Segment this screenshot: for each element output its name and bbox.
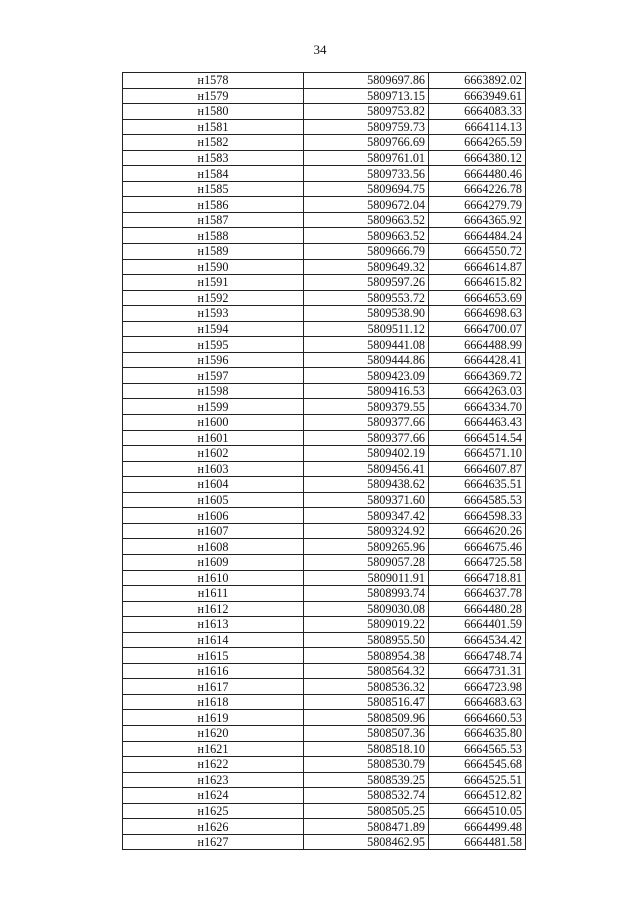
x-coordinate-cell: 5808530.79 (304, 757, 429, 773)
table-row (123, 212, 526, 228)
x-coordinate-cell: 5808954.38 (304, 648, 429, 664)
y-coordinate-cell: 6664083.33 (429, 104, 526, 120)
point-id-cell: н1619 (123, 710, 304, 726)
table-row (123, 539, 526, 555)
x-coordinate-cell: 5808471.89 (304, 819, 429, 835)
table-row (123, 725, 526, 741)
x-coordinate-cell: 5808462.95 (304, 834, 429, 850)
y-coordinate-cell: 6664545.68 (429, 757, 526, 773)
point-id-cell: н1600 (123, 415, 304, 431)
x-coordinate-cell: 5808536.32 (304, 679, 429, 695)
x-coordinate-cell: 5808507.36 (304, 725, 429, 741)
y-coordinate-cell: 6664700.07 (429, 321, 526, 337)
y-coordinate-cell: 6664525.51 (429, 772, 526, 788)
table-row (123, 337, 526, 353)
point-id-cell: н1615 (123, 648, 304, 664)
coordinates-table-body (123, 73, 526, 850)
point-id-cell: н1590 (123, 259, 304, 275)
y-coordinate-cell: 6664510.05 (429, 803, 526, 819)
y-coordinate-cell: 6663892.02 (429, 73, 526, 89)
x-coordinate-cell: 5809553.72 (304, 290, 429, 306)
y-coordinate-cell: 6664660.53 (429, 710, 526, 726)
point-id-cell: н1580 (123, 104, 304, 120)
point-id-cell: н1581 (123, 119, 304, 135)
x-coordinate-cell: 5809753.82 (304, 104, 429, 120)
x-coordinate-cell: 5809663.52 (304, 212, 429, 228)
x-coordinate-cell: 5809441.08 (304, 337, 429, 353)
y-coordinate-cell: 6664514.54 (429, 430, 526, 446)
x-coordinate-cell: 5809649.32 (304, 259, 429, 275)
table-row (123, 523, 526, 539)
x-coordinate-cell: 5809377.66 (304, 415, 429, 431)
point-id-cell: н1589 (123, 244, 304, 260)
y-coordinate-cell: 6664607.87 (429, 461, 526, 477)
x-coordinate-cell: 5809713.15 (304, 88, 429, 104)
point-id-cell: н1622 (123, 757, 304, 773)
table-row (123, 88, 526, 104)
point-id-cell: н1601 (123, 430, 304, 446)
table-row (123, 446, 526, 462)
y-coordinate-cell: 6664499.48 (429, 819, 526, 835)
x-coordinate-cell: 5809371.60 (304, 492, 429, 508)
point-id-cell: н1611 (123, 586, 304, 602)
y-coordinate-cell: 6664263.03 (429, 383, 526, 399)
point-id-cell: н1620 (123, 725, 304, 741)
point-id-cell: н1596 (123, 352, 304, 368)
x-coordinate-cell: 5809672.04 (304, 197, 429, 213)
y-coordinate-cell: 6664731.31 (429, 663, 526, 679)
point-id-cell: н1605 (123, 492, 304, 508)
y-coordinate-cell: 6664380.12 (429, 150, 526, 166)
x-coordinate-cell: 5809347.42 (304, 508, 429, 524)
table-row (123, 321, 526, 337)
x-coordinate-cell: 5808505.25 (304, 803, 429, 819)
x-coordinate-cell: 5809379.55 (304, 399, 429, 415)
table-row (123, 586, 526, 602)
point-id-cell: н1597 (123, 368, 304, 384)
point-id-cell: н1604 (123, 477, 304, 493)
point-id-cell: н1610 (123, 570, 304, 586)
x-coordinate-cell: 5809377.66 (304, 430, 429, 446)
y-coordinate-cell: 6664428.41 (429, 352, 526, 368)
point-id-cell: н1626 (123, 819, 304, 835)
x-coordinate-cell: 5809597.26 (304, 275, 429, 291)
x-coordinate-cell: 5809538.90 (304, 306, 429, 322)
table-row (123, 244, 526, 260)
point-id-cell: н1595 (123, 337, 304, 353)
x-coordinate-cell: 5809011.91 (304, 570, 429, 586)
table-row (123, 259, 526, 275)
y-coordinate-cell: 6664534.42 (429, 632, 526, 648)
y-coordinate-cell: 6664723.98 (429, 679, 526, 695)
y-coordinate-cell: 6664615.82 (429, 275, 526, 291)
table-row (123, 803, 526, 819)
table-row (123, 772, 526, 788)
x-coordinate-cell: 5809324.92 (304, 523, 429, 539)
table-row (123, 352, 526, 368)
table-row (123, 135, 526, 151)
point-id-cell: н1591 (123, 275, 304, 291)
point-id-cell: н1616 (123, 663, 304, 679)
table-row (123, 788, 526, 804)
y-coordinate-cell: 6664481.58 (429, 834, 526, 850)
table-row (123, 166, 526, 182)
y-coordinate-cell: 6664620.26 (429, 523, 526, 539)
point-id-cell: н1584 (123, 166, 304, 182)
point-id-cell: н1585 (123, 181, 304, 197)
table-row (123, 104, 526, 120)
x-coordinate-cell: 5809511.12 (304, 321, 429, 337)
point-id-cell: н1587 (123, 212, 304, 228)
point-id-cell: н1592 (123, 290, 304, 306)
table-row (123, 663, 526, 679)
y-coordinate-cell: 6663949.61 (429, 88, 526, 104)
x-coordinate-cell: 5809444.86 (304, 352, 429, 368)
x-coordinate-cell: 5808509.96 (304, 710, 429, 726)
x-coordinate-cell: 5809766.69 (304, 135, 429, 151)
table-row (123, 275, 526, 291)
point-id-cell: н1593 (123, 306, 304, 322)
point-id-cell: н1625 (123, 803, 304, 819)
table-row (123, 399, 526, 415)
table-row (123, 228, 526, 244)
y-coordinate-cell: 6664635.51 (429, 477, 526, 493)
y-coordinate-cell: 6664683.63 (429, 694, 526, 710)
point-id-cell: н1579 (123, 88, 304, 104)
table-row (123, 710, 526, 726)
point-id-cell: н1608 (123, 539, 304, 555)
point-id-cell: н1613 (123, 617, 304, 633)
y-coordinate-cell: 6664226.78 (429, 181, 526, 197)
y-coordinate-cell: 6664725.58 (429, 554, 526, 570)
x-coordinate-cell: 5809694.75 (304, 181, 429, 197)
y-coordinate-cell: 6664571.10 (429, 446, 526, 462)
y-coordinate-cell: 6664265.59 (429, 135, 526, 151)
table-row (123, 415, 526, 431)
point-id-cell: н1606 (123, 508, 304, 524)
point-id-cell: н1586 (123, 197, 304, 213)
point-id-cell: н1609 (123, 554, 304, 570)
y-coordinate-cell: 6664334.70 (429, 399, 526, 415)
y-coordinate-cell: 6664598.33 (429, 508, 526, 524)
y-coordinate-cell: 6664279.79 (429, 197, 526, 213)
x-coordinate-cell: 5808993.74 (304, 586, 429, 602)
coordinates-table (122, 72, 526, 850)
table-row (123, 648, 526, 664)
table-row (123, 741, 526, 757)
table-row (123, 819, 526, 835)
y-coordinate-cell: 6664401.59 (429, 617, 526, 633)
y-coordinate-cell: 6664369.72 (429, 368, 526, 384)
x-coordinate-cell: 5809030.08 (304, 601, 429, 617)
point-id-cell: н1599 (123, 399, 304, 415)
table-row (123, 197, 526, 213)
y-coordinate-cell: 6664463.43 (429, 415, 526, 431)
y-coordinate-cell: 6664484.24 (429, 228, 526, 244)
y-coordinate-cell: 6664480.46 (429, 166, 526, 182)
point-id-cell: н1582 (123, 135, 304, 151)
table-row (123, 632, 526, 648)
x-coordinate-cell: 5809019.22 (304, 617, 429, 633)
x-coordinate-cell: 5809423.09 (304, 368, 429, 384)
table-row (123, 461, 526, 477)
table-row (123, 492, 526, 508)
point-id-cell: н1607 (123, 523, 304, 539)
point-id-cell: н1594 (123, 321, 304, 337)
y-coordinate-cell: 6664748.74 (429, 648, 526, 664)
x-coordinate-cell: 5809456.41 (304, 461, 429, 477)
table-row (123, 834, 526, 850)
x-coordinate-cell: 5809438.62 (304, 477, 429, 493)
x-coordinate-cell: 5809416.53 (304, 383, 429, 399)
x-coordinate-cell: 5809265.96 (304, 539, 429, 555)
y-coordinate-cell: 6664512.82 (429, 788, 526, 804)
point-id-cell: н1621 (123, 741, 304, 757)
table-row (123, 477, 526, 493)
table-row (123, 679, 526, 695)
table-row (123, 554, 526, 570)
page-number: 34 (313, 42, 327, 57)
y-coordinate-cell: 6664585.53 (429, 492, 526, 508)
x-coordinate-cell: 5808532.74 (304, 788, 429, 804)
y-coordinate-cell: 6664480.28 (429, 601, 526, 617)
table-row (123, 73, 526, 89)
table-row (123, 181, 526, 197)
table-row (123, 601, 526, 617)
x-coordinate-cell: 5808518.10 (304, 741, 429, 757)
table-row (123, 757, 526, 773)
point-id-cell: н1583 (123, 150, 304, 166)
y-coordinate-cell: 6664365.92 (429, 212, 526, 228)
x-coordinate-cell: 5809666.79 (304, 244, 429, 260)
x-coordinate-cell: 5809759.73 (304, 119, 429, 135)
point-id-cell: н1624 (123, 788, 304, 804)
x-coordinate-cell: 5809057.28 (304, 554, 429, 570)
y-coordinate-cell: 6664698.63 (429, 306, 526, 322)
y-coordinate-cell: 6664635.80 (429, 725, 526, 741)
table-row (123, 368, 526, 384)
table-row (123, 508, 526, 524)
table-row (123, 150, 526, 166)
point-id-cell: н1578 (123, 73, 304, 89)
point-id-cell: н1617 (123, 679, 304, 695)
table-row (123, 430, 526, 446)
y-coordinate-cell: 6664675.46 (429, 539, 526, 555)
point-id-cell: н1598 (123, 383, 304, 399)
y-coordinate-cell: 6664488.99 (429, 337, 526, 353)
table-row (123, 119, 526, 135)
table-row (123, 617, 526, 633)
table-row (123, 694, 526, 710)
point-id-cell: н1612 (123, 601, 304, 617)
x-coordinate-cell: 5809402.19 (304, 446, 429, 462)
point-id-cell: н1627 (123, 834, 304, 850)
table-row (123, 290, 526, 306)
point-id-cell: н1618 (123, 694, 304, 710)
table-row (123, 306, 526, 322)
x-coordinate-cell: 5808564.32 (304, 663, 429, 679)
table-row (123, 383, 526, 399)
y-coordinate-cell: 6664614.87 (429, 259, 526, 275)
x-coordinate-cell: 5809761.01 (304, 150, 429, 166)
point-id-cell: н1623 (123, 772, 304, 788)
y-coordinate-cell: 6664565.53 (429, 741, 526, 757)
point-id-cell: н1588 (123, 228, 304, 244)
point-id-cell: н1614 (123, 632, 304, 648)
table-row (123, 570, 526, 586)
y-coordinate-cell: 6664114.13 (429, 119, 526, 135)
x-coordinate-cell: 5808516.47 (304, 694, 429, 710)
point-id-cell: н1603 (123, 461, 304, 477)
x-coordinate-cell: 5808955.50 (304, 632, 429, 648)
x-coordinate-cell: 5809663.52 (304, 228, 429, 244)
x-coordinate-cell: 5809697.86 (304, 73, 429, 89)
y-coordinate-cell: 6664637.78 (429, 586, 526, 602)
x-coordinate-cell: 5809733.56 (304, 166, 429, 182)
x-coordinate-cell: 5808539.25 (304, 772, 429, 788)
y-coordinate-cell: 6664550.72 (429, 244, 526, 260)
point-id-cell: н1602 (123, 446, 304, 462)
y-coordinate-cell: 6664718.81 (429, 570, 526, 586)
y-coordinate-cell: 6664653.69 (429, 290, 526, 306)
